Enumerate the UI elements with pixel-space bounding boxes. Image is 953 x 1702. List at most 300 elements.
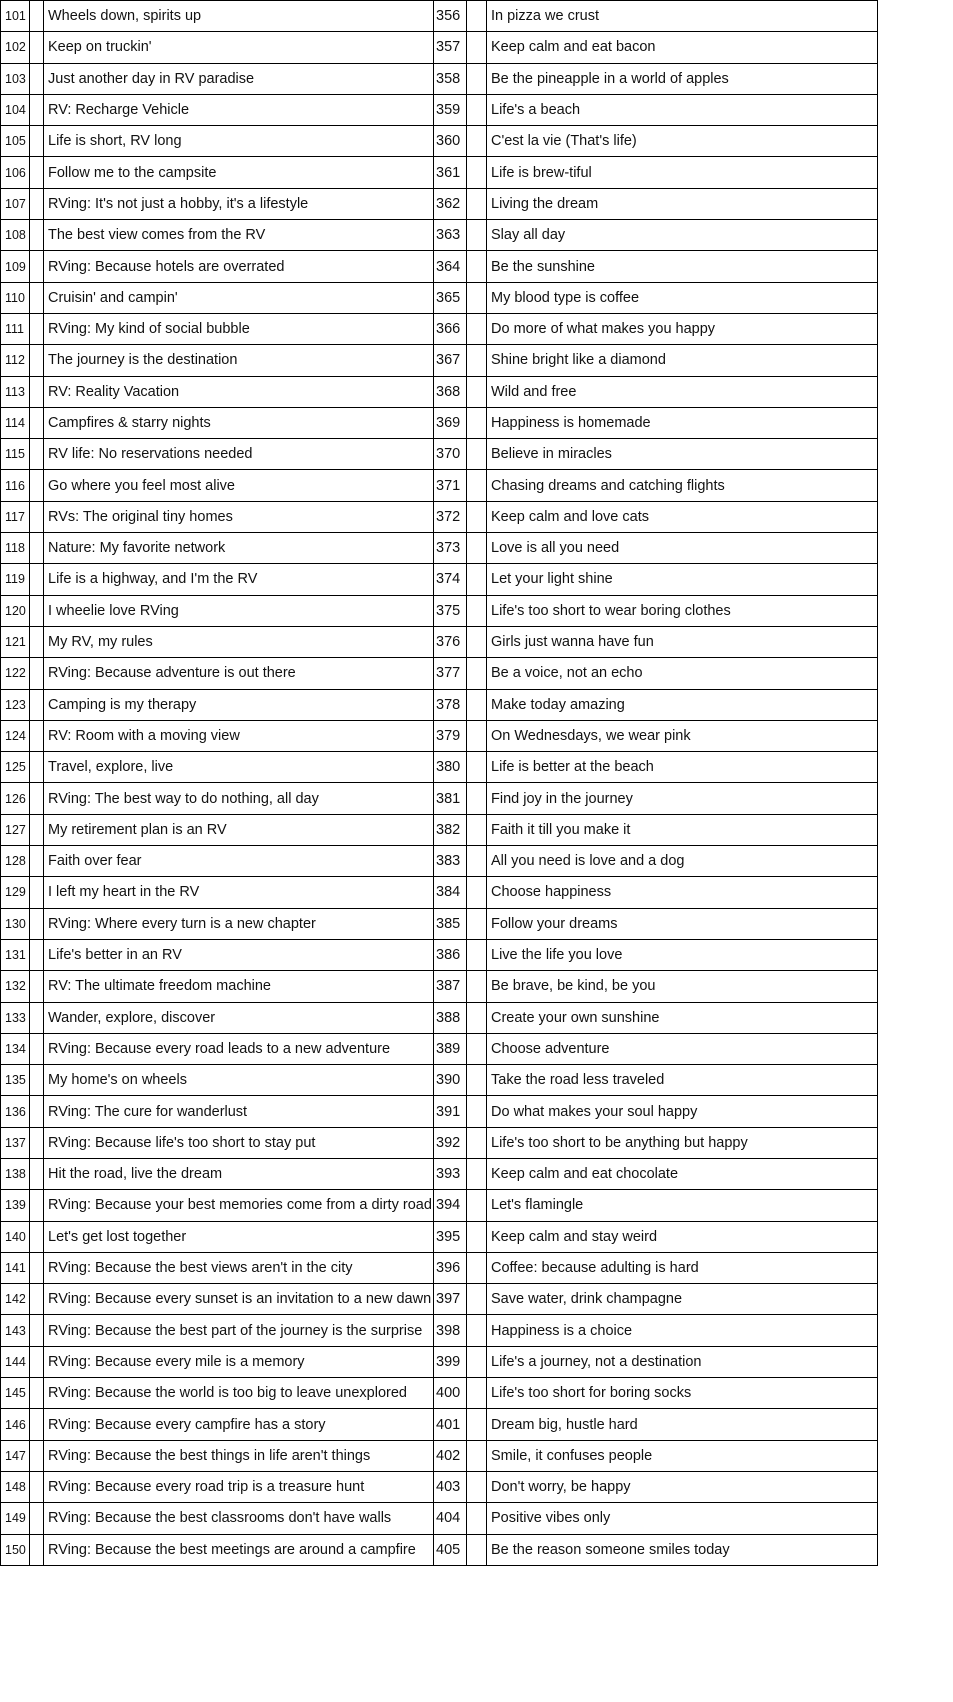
right-slogan-cell[interactable]: Wild and free (487, 376, 878, 407)
left-spacer-cell[interactable] (30, 63, 44, 94)
left-number-cell[interactable]: 118 (1, 533, 30, 564)
left-spacer-cell[interactable] (30, 814, 44, 845)
right-spacer-cell[interactable] (467, 1127, 487, 1158)
right-slogan-cell[interactable]: Positive vibes only (487, 1503, 878, 1534)
right-slogan-cell[interactable]: Life's a journey, not a destination (487, 1346, 878, 1377)
left-spacer-cell[interactable] (30, 1127, 44, 1158)
left-spacer-cell[interactable] (30, 877, 44, 908)
left-number-cell[interactable]: 145 (1, 1378, 30, 1409)
right-slogan-cell[interactable]: Life is better at the beach (487, 752, 878, 783)
right-spacer-cell[interactable] (467, 470, 487, 501)
left-spacer-cell[interactable] (30, 1284, 44, 1315)
left-spacer-cell[interactable] (30, 1221, 44, 1252)
right-spacer-cell[interactable] (467, 877, 487, 908)
right-slogan-cell[interactable]: Keep calm and love cats (487, 501, 878, 532)
left-number-cell[interactable]: 104 (1, 94, 30, 125)
left-number-cell[interactable]: 135 (1, 1065, 30, 1096)
right-slogan-cell[interactable]: Life's a beach (487, 94, 878, 125)
right-number-cell[interactable]: 358 (434, 63, 467, 94)
right-spacer-cell[interactable] (467, 282, 487, 313)
right-slogan-cell[interactable]: Coffee: because adulting is hard (487, 1252, 878, 1283)
right-slogan-cell[interactable]: Save water, drink champagne (487, 1284, 878, 1315)
right-slogan-cell[interactable]: Take the road less traveled (487, 1065, 878, 1096)
right-spacer-cell[interactable] (467, 501, 487, 532)
left-number-cell[interactable]: 107 (1, 188, 30, 219)
right-spacer-cell[interactable] (467, 251, 487, 282)
left-spacer-cell[interactable] (30, 376, 44, 407)
left-slogan-cell[interactable]: My retirement plan is an RV (44, 814, 434, 845)
left-slogan-cell[interactable]: RVing: Because your best memories come from a dirty road (44, 1190, 434, 1221)
left-number-cell[interactable]: 113 (1, 376, 30, 407)
left-number-cell[interactable]: 131 (1, 939, 30, 970)
left-number-cell[interactable]: 144 (1, 1346, 30, 1377)
left-slogan-cell[interactable]: Keep on truckin' (44, 32, 434, 63)
right-slogan-cell[interactable]: Chasing dreams and catching flights (487, 470, 878, 501)
right-number-cell[interactable]: 356 (434, 1, 467, 32)
left-slogan-cell[interactable]: RV: Recharge Vehicle (44, 94, 434, 125)
right-number-cell[interactable]: 357 (434, 32, 467, 63)
right-slogan-cell[interactable]: Do more of what makes you happy (487, 313, 878, 344)
left-spacer-cell[interactable] (30, 1315, 44, 1346)
right-slogan-cell[interactable]: Be brave, be kind, be you (487, 971, 878, 1002)
right-number-cell[interactable]: 392 (434, 1127, 467, 1158)
left-slogan-cell[interactable]: I left my heart in the RV (44, 877, 434, 908)
left-slogan-cell[interactable]: Wander, explore, discover (44, 1002, 434, 1033)
right-spacer-cell[interactable] (467, 1315, 487, 1346)
right-number-cell[interactable]: 365 (434, 282, 467, 313)
right-spacer-cell[interactable] (467, 1378, 487, 1409)
right-spacer-cell[interactable] (467, 1158, 487, 1189)
left-number-cell[interactable]: 125 (1, 752, 30, 783)
left-number-cell[interactable]: 119 (1, 564, 30, 595)
left-number-cell[interactable]: 122 (1, 658, 30, 689)
right-number-cell[interactable]: 372 (434, 501, 467, 532)
right-slogan-cell[interactable]: Let's flamingle (487, 1190, 878, 1221)
right-number-cell[interactable]: 373 (434, 533, 467, 564)
left-slogan-cell[interactable]: Go where you feel most alive (44, 470, 434, 501)
right-spacer-cell[interactable] (467, 564, 487, 595)
right-slogan-cell[interactable]: Find joy in the journey (487, 783, 878, 814)
right-number-cell[interactable]: 393 (434, 1158, 467, 1189)
left-number-cell[interactable]: 121 (1, 626, 30, 657)
right-slogan-cell[interactable]: Shine bright like a diamond (487, 345, 878, 376)
left-number-cell[interactable]: 133 (1, 1002, 30, 1033)
right-slogan-cell[interactable]: Live the life you love (487, 939, 878, 970)
right-spacer-cell[interactable] (467, 188, 487, 219)
left-spacer-cell[interactable] (30, 1002, 44, 1033)
left-spacer-cell[interactable] (30, 1158, 44, 1189)
right-slogan-cell[interactable]: Life is brew-tiful (487, 157, 878, 188)
right-spacer-cell[interactable] (467, 313, 487, 344)
left-slogan-cell[interactable]: Campfires & starry nights (44, 407, 434, 438)
left-slogan-cell[interactable]: Camping is my therapy (44, 689, 434, 720)
left-spacer-cell[interactable] (30, 251, 44, 282)
right-spacer-cell[interactable] (467, 1252, 487, 1283)
right-number-cell[interactable]: 366 (434, 313, 467, 344)
left-spacer-cell[interactable] (30, 752, 44, 783)
right-spacer-cell[interactable] (467, 220, 487, 251)
right-number-cell[interactable]: 380 (434, 752, 467, 783)
left-slogan-cell[interactable]: The best view comes from the RV (44, 220, 434, 251)
left-spacer-cell[interactable] (30, 1096, 44, 1127)
left-spacer-cell[interactable] (30, 1409, 44, 1440)
right-number-cell[interactable]: 368 (434, 376, 467, 407)
left-spacer-cell[interactable] (30, 1471, 44, 1502)
left-spacer-cell[interactable] (30, 626, 44, 657)
right-slogan-cell[interactable]: Happiness is homemade (487, 407, 878, 438)
left-slogan-cell[interactable]: RVing: The best way to do nothing, all day (44, 783, 434, 814)
right-spacer-cell[interactable] (467, 1534, 487, 1565)
right-number-cell[interactable]: 398 (434, 1315, 467, 1346)
left-number-cell[interactable]: 108 (1, 220, 30, 251)
left-number-cell[interactable]: 111 (1, 313, 30, 344)
left-spacer-cell[interactable] (30, 658, 44, 689)
left-number-cell[interactable]: 150 (1, 1534, 30, 1565)
left-number-cell[interactable]: 142 (1, 1284, 30, 1315)
left-slogan-cell[interactable]: Life's better in an RV (44, 939, 434, 970)
left-slogan-cell[interactable]: Let's get lost together (44, 1221, 434, 1252)
left-slogan-cell[interactable]: RV: The ultimate freedom machine (44, 971, 434, 1002)
left-slogan-cell[interactable]: Cruisin' and campin' (44, 282, 434, 313)
left-number-cell[interactable]: 134 (1, 1033, 30, 1064)
left-number-cell[interactable]: 116 (1, 470, 30, 501)
left-slogan-cell[interactable]: RV: Room with a moving view (44, 720, 434, 751)
right-spacer-cell[interactable] (467, 345, 487, 376)
left-spacer-cell[interactable] (30, 407, 44, 438)
left-spacer-cell[interactable] (30, 533, 44, 564)
left-slogan-cell[interactable]: RVing: Because every mile is a memory (44, 1346, 434, 1377)
right-slogan-cell[interactable]: Choose happiness (487, 877, 878, 908)
left-number-cell[interactable]: 115 (1, 439, 30, 470)
right-number-cell[interactable]: 405 (434, 1534, 467, 1565)
left-number-cell[interactable]: 137 (1, 1127, 30, 1158)
right-slogan-cell[interactable]: Let your light shine (487, 564, 878, 595)
left-number-cell[interactable]: 106 (1, 157, 30, 188)
right-spacer-cell[interactable] (467, 1221, 487, 1252)
right-slogan-cell[interactable]: Girls just wanna have fun (487, 626, 878, 657)
left-number-cell[interactable]: 114 (1, 407, 30, 438)
right-spacer-cell[interactable] (467, 626, 487, 657)
left-slogan-cell[interactable]: RV: Reality Vacation (44, 376, 434, 407)
left-number-cell[interactable]: 124 (1, 720, 30, 751)
left-spacer-cell[interactable] (30, 720, 44, 751)
right-slogan-cell[interactable]: All you need is love and a dog (487, 846, 878, 877)
left-spacer-cell[interactable] (30, 470, 44, 501)
right-spacer-cell[interactable] (467, 439, 487, 470)
left-spacer-cell[interactable] (30, 220, 44, 251)
left-number-cell[interactable]: 103 (1, 63, 30, 94)
right-slogan-cell[interactable]: Be the reason someone smiles today (487, 1534, 878, 1565)
right-spacer-cell[interactable] (467, 63, 487, 94)
right-spacer-cell[interactable] (467, 126, 487, 157)
right-spacer-cell[interactable] (467, 846, 487, 877)
left-slogan-cell[interactable]: RVing: My kind of social bubble (44, 313, 434, 344)
left-slogan-cell[interactable]: My RV, my rules (44, 626, 434, 657)
right-number-cell[interactable]: 381 (434, 783, 467, 814)
right-number-cell[interactable]: 377 (434, 658, 467, 689)
left-slogan-cell[interactable]: Hit the road, live the dream (44, 1158, 434, 1189)
left-spacer-cell[interactable] (30, 1378, 44, 1409)
left-slogan-cell[interactable]: RVing: Because the best meetings are around a campfire (44, 1534, 434, 1565)
right-slogan-cell[interactable]: Faith it till you make it (487, 814, 878, 845)
right-number-cell[interactable]: 385 (434, 908, 467, 939)
left-slogan-cell[interactable]: RVing: Because the best part of the journey is the surprise (44, 1315, 434, 1346)
right-spacer-cell[interactable] (467, 720, 487, 751)
left-slogan-cell[interactable]: The journey is the destination (44, 345, 434, 376)
left-number-cell[interactable]: 120 (1, 595, 30, 626)
right-number-cell[interactable]: 367 (434, 345, 467, 376)
left-number-cell[interactable]: 136 (1, 1096, 30, 1127)
left-spacer-cell[interactable] (30, 689, 44, 720)
right-slogan-cell[interactable]: C'est la vie (That's life) (487, 126, 878, 157)
right-slogan-cell[interactable]: Life's too short for boring socks (487, 1378, 878, 1409)
right-spacer-cell[interactable] (467, 1, 487, 32)
right-number-cell[interactable]: 399 (434, 1346, 467, 1377)
right-number-cell[interactable]: 384 (434, 877, 467, 908)
right-slogan-cell[interactable]: Believe in miracles (487, 439, 878, 470)
right-spacer-cell[interactable] (467, 1065, 487, 1096)
right-number-cell[interactable]: 371 (434, 470, 467, 501)
right-spacer-cell[interactable] (467, 1033, 487, 1064)
right-number-cell[interactable]: 383 (434, 846, 467, 877)
right-slogan-cell[interactable]: Life's too short to wear boring clothes (487, 595, 878, 626)
left-spacer-cell[interactable] (30, 1065, 44, 1096)
left-spacer-cell[interactable] (30, 1534, 44, 1565)
left-spacer-cell[interactable] (30, 188, 44, 219)
left-spacer-cell[interactable] (30, 1033, 44, 1064)
left-number-cell[interactable]: 149 (1, 1503, 30, 1534)
right-spacer-cell[interactable] (467, 689, 487, 720)
right-slogan-cell[interactable]: Dream big, hustle hard (487, 1409, 878, 1440)
right-spacer-cell[interactable] (467, 658, 487, 689)
right-slogan-cell[interactable]: Keep calm and stay weird (487, 1221, 878, 1252)
left-number-cell[interactable]: 123 (1, 689, 30, 720)
left-slogan-cell[interactable]: Nature: My favorite network (44, 533, 434, 564)
right-number-cell[interactable]: 363 (434, 220, 467, 251)
left-slogan-cell[interactable]: Travel, explore, live (44, 752, 434, 783)
left-number-cell[interactable]: 129 (1, 877, 30, 908)
right-spacer-cell[interactable] (467, 407, 487, 438)
left-slogan-cell[interactable]: My home's on wheels (44, 1065, 434, 1096)
left-slogan-cell[interactable]: RVing: Because hotels are overrated (44, 251, 434, 282)
right-number-cell[interactable]: 390 (434, 1065, 467, 1096)
left-number-cell[interactable]: 126 (1, 783, 30, 814)
left-slogan-cell[interactable]: RV life: No reservations needed (44, 439, 434, 470)
right-spacer-cell[interactable] (467, 939, 487, 970)
left-slogan-cell[interactable]: Just another day in RV paradise (44, 63, 434, 94)
left-number-cell[interactable]: 139 (1, 1190, 30, 1221)
right-spacer-cell[interactable] (467, 1409, 487, 1440)
left-spacer-cell[interactable] (30, 971, 44, 1002)
left-spacer-cell[interactable] (30, 345, 44, 376)
right-number-cell[interactable]: 387 (434, 971, 467, 1002)
left-spacer-cell[interactable] (30, 1440, 44, 1471)
right-number-cell[interactable]: 374 (434, 564, 467, 595)
right-number-cell[interactable]: 389 (434, 1033, 467, 1064)
left-slogan-cell[interactable]: RVing: Because life's too short to stay put (44, 1127, 434, 1158)
right-spacer-cell[interactable] (467, 1440, 487, 1471)
right-slogan-cell[interactable]: In pizza we crust (487, 1, 878, 32)
left-slogan-cell[interactable]: RVing: Because the world is too big to leave unexplored (44, 1378, 434, 1409)
left-spacer-cell[interactable] (30, 282, 44, 313)
left-number-cell[interactable]: 138 (1, 1158, 30, 1189)
right-spacer-cell[interactable] (467, 1002, 487, 1033)
left-slogan-cell[interactable]: RVing: The cure for wanderlust (44, 1096, 434, 1127)
left-spacer-cell[interactable] (30, 783, 44, 814)
right-spacer-cell[interactable] (467, 783, 487, 814)
right-number-cell[interactable]: 382 (434, 814, 467, 845)
left-number-cell[interactable]: 128 (1, 846, 30, 877)
left-slogan-cell[interactable]: RVing: Because every sunset is an invitation to a new dawn (44, 1284, 434, 1315)
right-spacer-cell[interactable] (467, 1346, 487, 1377)
left-slogan-cell[interactable]: RVing: Because the best classrooms don't have walls (44, 1503, 434, 1534)
right-number-cell[interactable]: 402 (434, 1440, 467, 1471)
left-slogan-cell[interactable]: RVing: Because adventure is out there (44, 658, 434, 689)
right-spacer-cell[interactable] (467, 971, 487, 1002)
right-number-cell[interactable]: 362 (434, 188, 467, 219)
left-slogan-cell[interactable]: RVing: Because every road trip is a treasure hunt (44, 1471, 434, 1502)
right-slogan-cell[interactable]: My blood type is coffee (487, 282, 878, 313)
left-number-cell[interactable]: 127 (1, 814, 30, 845)
right-slogan-cell[interactable]: Happiness is a choice (487, 1315, 878, 1346)
right-slogan-cell[interactable]: Keep calm and eat chocolate (487, 1158, 878, 1189)
left-slogan-cell[interactable]: Faith over fear (44, 846, 434, 877)
left-spacer-cell[interactable] (30, 32, 44, 63)
left-slogan-cell[interactable]: RVing: Because every campfire has a story (44, 1409, 434, 1440)
left-slogan-cell[interactable]: RVing: Because the best things in life aren't things (44, 1440, 434, 1471)
right-number-cell[interactable]: 404 (434, 1503, 467, 1534)
right-spacer-cell[interactable] (467, 1471, 487, 1502)
right-slogan-cell[interactable]: Choose adventure (487, 1033, 878, 1064)
left-number-cell[interactable]: 143 (1, 1315, 30, 1346)
left-number-cell[interactable]: 110 (1, 282, 30, 313)
right-number-cell[interactable]: 400 (434, 1378, 467, 1409)
left-spacer-cell[interactable] (30, 313, 44, 344)
right-number-cell[interactable]: 388 (434, 1002, 467, 1033)
left-number-cell[interactable]: 146 (1, 1409, 30, 1440)
left-number-cell[interactable]: 112 (1, 345, 30, 376)
right-spacer-cell[interactable] (467, 1503, 487, 1534)
left-spacer-cell[interactable] (30, 501, 44, 532)
right-spacer-cell[interactable] (467, 1190, 487, 1221)
right-number-cell[interactable]: 397 (434, 1284, 467, 1315)
right-slogan-cell[interactable]: Be a voice, not an echo (487, 658, 878, 689)
right-number-cell[interactable]: 376 (434, 626, 467, 657)
right-spacer-cell[interactable] (467, 157, 487, 188)
right-number-cell[interactable]: 379 (434, 720, 467, 751)
right-number-cell[interactable]: 378 (434, 689, 467, 720)
left-number-cell[interactable]: 101 (1, 1, 30, 32)
right-slogan-cell[interactable]: Follow your dreams (487, 908, 878, 939)
left-spacer-cell[interactable] (30, 439, 44, 470)
left-number-cell[interactable]: 132 (1, 971, 30, 1002)
right-number-cell[interactable]: 395 (434, 1221, 467, 1252)
left-slogan-cell[interactable]: RVing: Because the best views aren't in the city (44, 1252, 434, 1283)
right-spacer-cell[interactable] (467, 32, 487, 63)
right-slogan-cell[interactable]: Be the sunshine (487, 251, 878, 282)
left-number-cell[interactable]: 117 (1, 501, 30, 532)
right-slogan-cell[interactable]: Make today amazing (487, 689, 878, 720)
right-spacer-cell[interactable] (467, 1096, 487, 1127)
right-number-cell[interactable]: 364 (434, 251, 467, 282)
left-spacer-cell[interactable] (30, 908, 44, 939)
right-slogan-cell[interactable]: Keep calm and eat bacon (487, 32, 878, 63)
left-number-cell[interactable]: 148 (1, 1471, 30, 1502)
left-spacer-cell[interactable] (30, 939, 44, 970)
left-slogan-cell[interactable]: Follow me to the campsite (44, 157, 434, 188)
right-slogan-cell[interactable]: Create your own sunshine (487, 1002, 878, 1033)
left-spacer-cell[interactable] (30, 846, 44, 877)
right-spacer-cell[interactable] (467, 908, 487, 939)
left-slogan-cell[interactable]: RVing: Where every turn is a new chapter (44, 908, 434, 939)
right-slogan-cell[interactable]: Life's too short to be anything but happy (487, 1127, 878, 1158)
right-number-cell[interactable]: 360 (434, 126, 467, 157)
right-slogan-cell[interactable]: Love is all you need (487, 533, 878, 564)
right-spacer-cell[interactable] (467, 595, 487, 626)
left-spacer-cell[interactable] (30, 595, 44, 626)
left-slogan-cell[interactable]: I wheelie love RVing (44, 595, 434, 626)
right-slogan-cell[interactable]: Slay all day (487, 220, 878, 251)
left-spacer-cell[interactable] (30, 1346, 44, 1377)
left-number-cell[interactable]: 140 (1, 1221, 30, 1252)
left-slogan-cell[interactable]: RVing: It's not just a hobby, it's a lifestyle (44, 188, 434, 219)
left-spacer-cell[interactable] (30, 1503, 44, 1534)
left-number-cell[interactable]: 141 (1, 1252, 30, 1283)
right-number-cell[interactable]: 401 (434, 1409, 467, 1440)
right-slogan-cell[interactable]: Don't worry, be happy (487, 1471, 878, 1502)
right-spacer-cell[interactable] (467, 752, 487, 783)
left-number-cell[interactable]: 130 (1, 908, 30, 939)
right-number-cell[interactable]: 359 (434, 94, 467, 125)
right-spacer-cell[interactable] (467, 1284, 487, 1315)
left-spacer-cell[interactable] (30, 126, 44, 157)
left-slogan-cell[interactable]: RVs: The original tiny homes (44, 501, 434, 532)
right-number-cell[interactable]: 386 (434, 939, 467, 970)
left-number-cell[interactable]: 105 (1, 126, 30, 157)
left-slogan-cell[interactable]: Life is a highway, and I'm the RV (44, 564, 434, 595)
left-number-cell[interactable]: 102 (1, 32, 30, 63)
left-spacer-cell[interactable] (30, 564, 44, 595)
right-number-cell[interactable]: 369 (434, 407, 467, 438)
left-slogan-cell[interactable]: Wheels down, spirits up (44, 1, 434, 32)
right-number-cell[interactable]: 361 (434, 157, 467, 188)
right-number-cell[interactable]: 394 (434, 1190, 467, 1221)
left-spacer-cell[interactable] (30, 1190, 44, 1221)
right-slogan-cell[interactable]: Smile, it confuses people (487, 1440, 878, 1471)
left-spacer-cell[interactable] (30, 157, 44, 188)
left-slogan-cell[interactable]: RVing: Because every road leads to a new adventure (44, 1033, 434, 1064)
right-spacer-cell[interactable] (467, 814, 487, 845)
right-number-cell[interactable]: 375 (434, 595, 467, 626)
left-number-cell[interactable]: 147 (1, 1440, 30, 1471)
right-spacer-cell[interactable] (467, 376, 487, 407)
left-spacer-cell[interactable] (30, 1252, 44, 1283)
left-slogan-cell[interactable]: Life is short, RV long (44, 126, 434, 157)
right-number-cell[interactable]: 403 (434, 1471, 467, 1502)
right-spacer-cell[interactable] (467, 94, 487, 125)
right-number-cell[interactable]: 396 (434, 1252, 467, 1283)
right-number-cell[interactable]: 391 (434, 1096, 467, 1127)
right-slogan-cell[interactable]: Be the pineapple in a world of apples (487, 63, 878, 94)
left-number-cell[interactable]: 109 (1, 251, 30, 282)
right-slogan-cell[interactable]: On Wednesdays, we wear pink (487, 720, 878, 751)
right-number-cell[interactable]: 370 (434, 439, 467, 470)
left-spacer-cell[interactable] (30, 1, 44, 32)
right-spacer-cell[interactable] (467, 533, 487, 564)
left-spacer-cell[interactable] (30, 94, 44, 125)
right-slogan-cell[interactable]: Living the dream (487, 188, 878, 219)
right-slogan-cell[interactable]: Do what makes your soul happy (487, 1096, 878, 1127)
